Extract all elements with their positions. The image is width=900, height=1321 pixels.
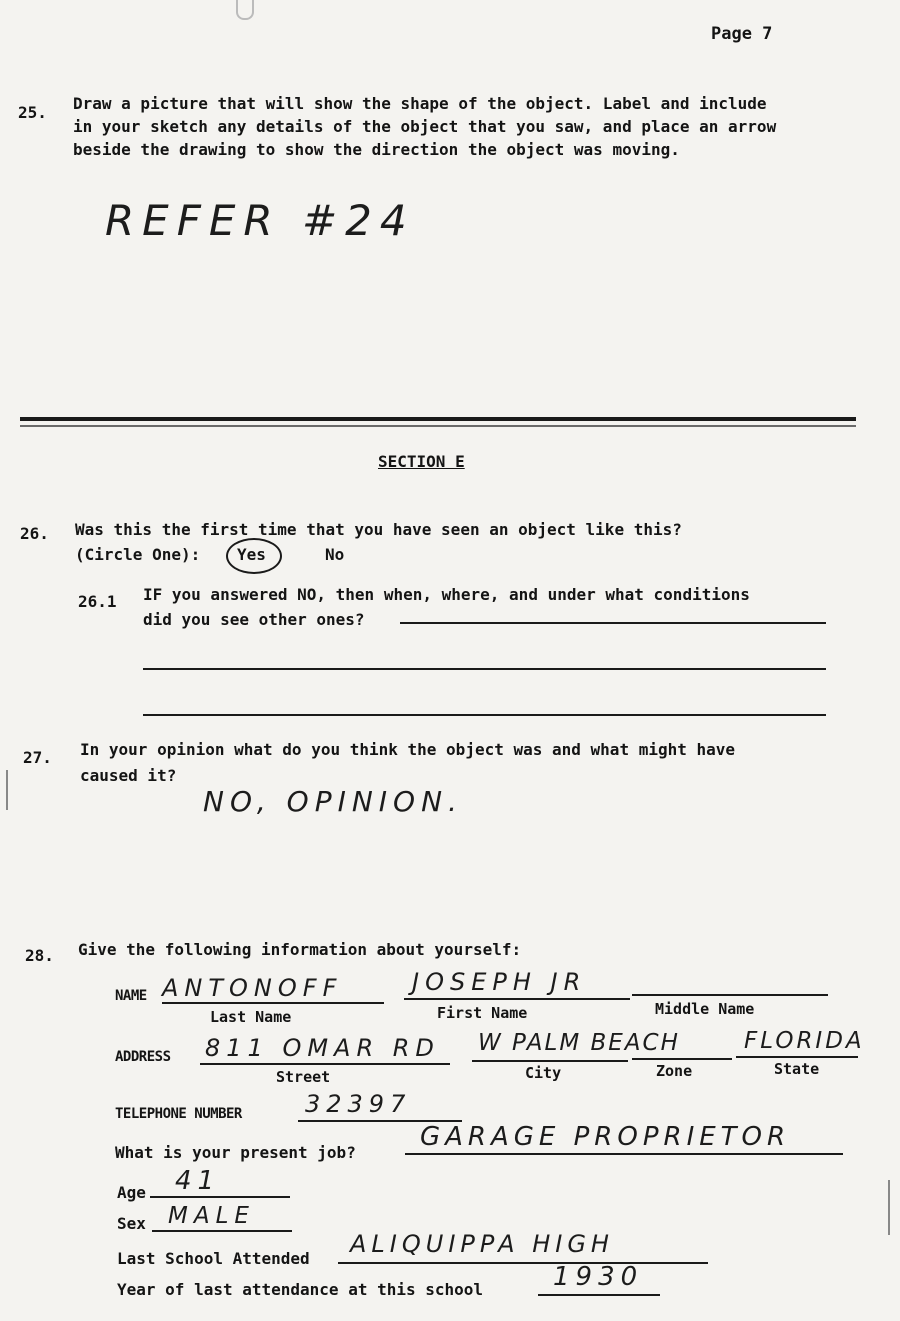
question-26-1-line1: IF you answered NO, then when, where, and under what conditions <box>143 585 750 604</box>
middle-name-line <box>632 994 828 996</box>
question-25-handwritten-answer: REFER #24 <box>105 196 415 245</box>
age-label: Age <box>117 1183 146 1202</box>
sex-label: Sex <box>117 1214 146 1233</box>
question-26-text: Was this the first time that you have seen an object like this? <box>75 520 682 539</box>
question-number-28: 28. <box>25 946 54 965</box>
question-25-line: beside the drawing to show the direction the object was moving. <box>73 140 680 159</box>
school-line <box>338 1262 708 1264</box>
telephone-value: 32397 <box>305 1090 412 1118</box>
first-name-caption: First Name <box>437 1004 528 1022</box>
question-26-1-line2: did you see other ones? <box>143 610 365 629</box>
telephone-label: TELEPHONE NUMBER <box>115 1106 242 1122</box>
job-value: GARAGE PROPRIETOR <box>420 1122 791 1152</box>
address-label: ADDRESS <box>115 1049 171 1065</box>
year-line <box>538 1294 660 1296</box>
street-caption: Street <box>276 1068 331 1086</box>
school-label: Last School Attended <box>117 1249 310 1268</box>
option-no[interactable]: No <box>325 545 345 564</box>
middle-name-caption: Middle Name <box>655 1000 755 1018</box>
answer-line <box>143 668 826 670</box>
zone-caption: Zone <box>656 1062 693 1080</box>
street-line <box>200 1063 450 1065</box>
question-25-text <box>73 92 776 161</box>
scan-mark <box>888 1180 890 1235</box>
section-divider <box>20 417 856 421</box>
year-value: 1930 <box>553 1262 644 1292</box>
section-divider-shadow <box>20 425 856 427</box>
job-line <box>405 1153 843 1155</box>
zone-line <box>632 1058 732 1060</box>
scan-mark <box>6 770 8 810</box>
question-25-line: in your sketch any details of the object that you saw, and place an arrow <box>73 117 777 136</box>
age-line <box>150 1196 290 1198</box>
scan-mark <box>236 0 254 20</box>
section-title: SECTION E <box>378 452 465 471</box>
option-yes[interactable]: Yes <box>237 545 266 564</box>
job-label: What is your present job? <box>115 1143 356 1162</box>
question-28-text: Give the following information about yourself: <box>78 940 522 959</box>
year-label: Year of last attendance at this school <box>117 1280 484 1299</box>
state-caption: State <box>774 1060 820 1078</box>
page-number: Page 7 <box>711 24 773 44</box>
question-27-line2: caused it? <box>80 766 177 785</box>
answer-line <box>143 714 826 716</box>
question-number-26-1: 26.1 <box>78 592 117 611</box>
question-27-handwritten-answer: NO, OPINION. <box>203 785 463 818</box>
option-yes-circle <box>226 538 282 574</box>
city-caption: City <box>525 1064 562 1082</box>
first-name-value: JOSEPH JR <box>412 968 587 996</box>
city-value: W PALM BEACH <box>478 1030 680 1056</box>
sex-value: MALE <box>168 1203 255 1229</box>
state-value: FLORIDA <box>744 1028 865 1054</box>
question-number-27: 27. <box>23 748 52 767</box>
question-number-25: 25. <box>18 103 47 122</box>
question-number-26: 26. <box>20 524 49 543</box>
state-line <box>736 1056 858 1058</box>
question-25-line: Draw a picture that will show the shape of the object. Label and include <box>73 94 767 113</box>
age-value: 41 <box>175 1166 221 1196</box>
last-name-value: ANTONOFF <box>162 974 343 1002</box>
last-name-line <box>162 1002 384 1004</box>
name-label: NAME <box>115 988 147 1004</box>
answer-line <box>400 622 826 624</box>
sex-line <box>152 1230 292 1232</box>
first-name-line <box>404 998 630 1000</box>
city-line <box>472 1060 628 1062</box>
question-26-circle-prompt: (Circle One): <box>75 545 201 564</box>
street-value: 811 OMAR RD <box>205 1034 440 1062</box>
school-value: ALIQUIPPA HIGH <box>350 1230 614 1258</box>
last-name-caption: Last Name <box>210 1008 292 1026</box>
question-27-line1: In your opinion what do you think the object was and what might have <box>80 740 736 759</box>
